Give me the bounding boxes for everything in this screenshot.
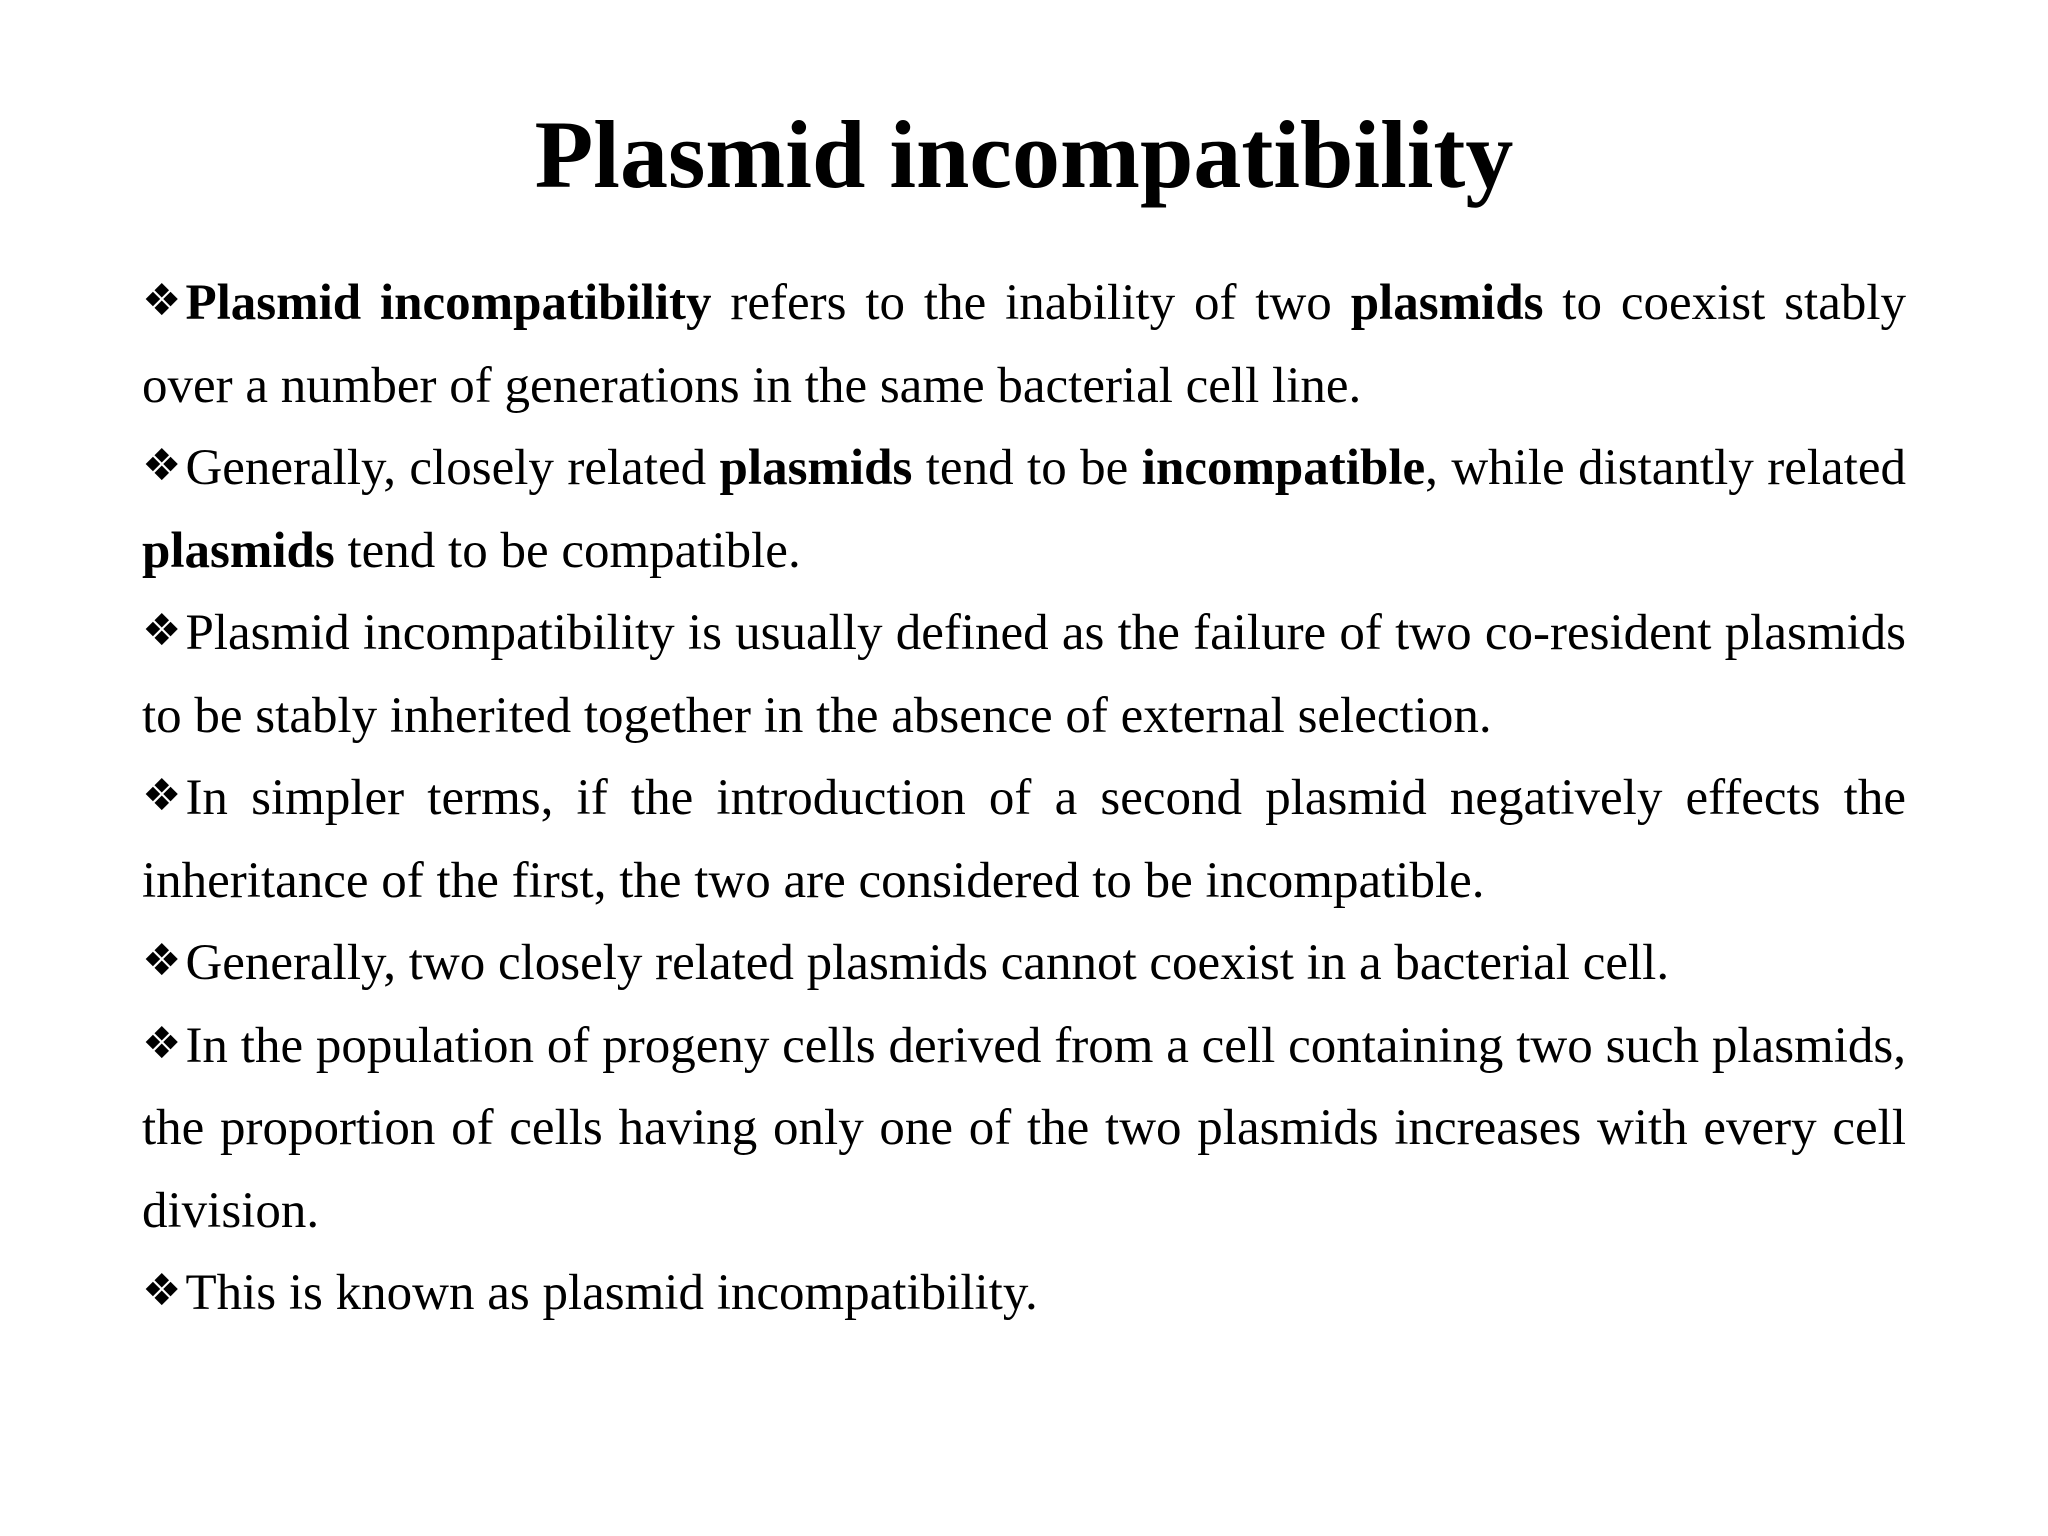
- bullet-text: Generally, two closely related plasmids cannot coexist in a bacterial cell.: [185, 935, 1670, 991]
- bullet-item: [142, 1005, 1906, 1253]
- bullet-text: to coexist stably over a number of generations in the same bacterial cell line.: [142, 275, 1907, 414]
- bullet-text: Generally, closely related: [185, 440, 720, 496]
- diamond-bullet-icon: ❖: [142, 1017, 182, 1069]
- diamond-bullet-icon: ❖: [142, 275, 182, 326]
- bullet-list: [142, 262, 1906, 1335]
- bold-term: plasmids: [142, 522, 335, 579]
- bullet-item: [142, 1252, 1906, 1335]
- bullet-text: , while distantly related: [1425, 440, 1906, 496]
- bullet-item: [142, 922, 1906, 1005]
- bullet-text: In simpler terms, if the introduction of a second plasmid negatively effects the inheritance of the first, the two are considered to be incompatible.: [142, 770, 1906, 909]
- bullet-text: Plasmid incompatibility is usually defined as the failure of two co-resident plasmids to be stably inherited together in the absence of external selection.: [142, 605, 1906, 744]
- diamond-bullet-icon: ❖: [142, 770, 182, 821]
- diamond-bullet-icon: ❖: [142, 440, 182, 491]
- bullet-text: This is known as plasmid incompatibility.: [185, 1265, 1038, 1321]
- diamond-bullet-icon: ❖: [142, 605, 182, 656]
- bullet-item: [142, 757, 1906, 922]
- diamond-bullet-icon: ❖: [142, 1265, 182, 1316]
- bullet-text: tend to be: [912, 440, 1142, 496]
- bold-term: plasmids: [719, 440, 913, 496]
- bold-term: plasmids: [1350, 275, 1544, 331]
- slide-title: Plasmid incompatibility: [534, 101, 1514, 208]
- bullet-item: [142, 262, 1906, 427]
- bold-term: incompatible: [1141, 440, 1426, 496]
- bullet-text: In the population of progeny cells derived from a cell containing two such plasmids, the proportion of cells having only one of the two plasmids increases with every cell division.: [142, 1017, 1906, 1239]
- bullet-item: [142, 427, 1906, 592]
- bullet-text: refers to the inability of two: [711, 275, 1351, 331]
- bold-term: Plasmid incompatibility: [185, 275, 712, 331]
- bullet-text: tend to be compatible.: [334, 522, 801, 579]
- bullet-item: [142, 592, 1906, 757]
- diamond-bullet-icon: ❖: [142, 935, 182, 986]
